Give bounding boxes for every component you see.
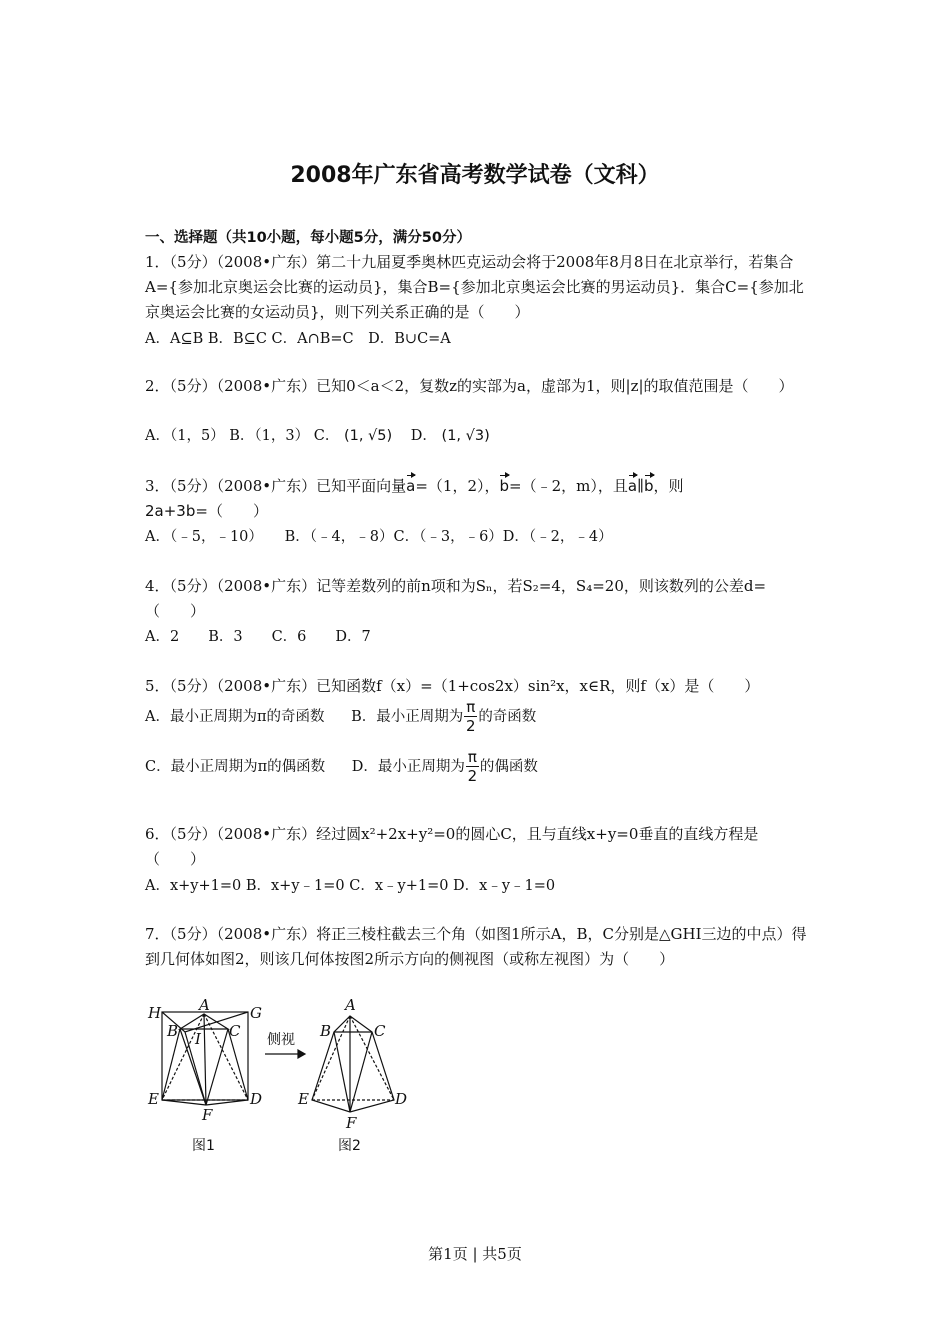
figure-2-label: D bbox=[395, 1090, 408, 1108]
figure-1-label: I bbox=[195, 1030, 201, 1048]
q5-option-d-post: 的偶函数 bbox=[479, 759, 538, 775]
question-3-options: A．（﹣5，﹣10） B．（﹣4，﹣8）C．（﹣3，﹣6）D．（﹣2，﹣4） bbox=[145, 529, 613, 545]
figure-2-label: F bbox=[346, 1114, 357, 1132]
figure-2-label: A bbox=[345, 996, 356, 1014]
question-1: 1．（5分）（2008•广东）第二十九届夏季奥林匹克运动会将于2008年8月8日在北京举行，若集合A={参加北京奥运会比赛的运动员}，集合B={参加北京奥运会比赛的男运动员}．集合C={参加北京奥运会比赛的女运动员}，则下列关系正确的是（ ） bbox=[145, 253, 804, 321]
figure-2-caption: 图2 bbox=[338, 1138, 361, 1154]
question-6: 6．（5分）（2008•广东）经过圆x²+2x+y²=0的圆心C，且与直线x+y=0垂直的直线方程是（ ） bbox=[145, 825, 759, 868]
q2-options-ab: A．（1，5） B．（1，3） C． bbox=[145, 428, 340, 444]
q3-text-2: =（1，2）， bbox=[415, 477, 500, 495]
question-2: 2．（5分）（2008•广东）已知0＜a＜2，复数z的实部为a，虚部为1，则|z|的取值范围是（ ） bbox=[145, 377, 794, 395]
question-3 bbox=[145, 474, 810, 524]
question-1-options: A．A⊆B B．B⊆C C．A∩B=C D．B∪C=A bbox=[145, 331, 451, 347]
figure-2-label: C bbox=[374, 1022, 386, 1040]
vector-b: b bbox=[499, 474, 509, 499]
figure-1-caption: 图1 bbox=[192, 1138, 215, 1154]
question-4-options: A．2 B．3 C．6 D．7 bbox=[145, 629, 371, 645]
question-7: 7．（5分）（2008•广东）将正三棱柱截去三个角（如图1所示A，B，C分别是△GHI三边的中点）得到几何体如图2，则该几何体按图2所示方向的侧视图（或称左视图）为（ ） bbox=[145, 925, 807, 968]
q3-text-4: ，则 bbox=[653, 477, 684, 495]
question-2-options bbox=[145, 424, 490, 445]
figure-1-label: E bbox=[148, 1090, 159, 1108]
fraction-pi-over-2: $\frac{\pi}{2}$ bbox=[467, 748, 478, 785]
parallel-symbol: ∥ bbox=[637, 477, 644, 495]
section-heading: 一、选择题（共10小题，每小题5分，满分50分） bbox=[145, 230, 471, 246]
geometry-figure bbox=[140, 992, 440, 1162]
q3-text-5: =（ ） bbox=[195, 502, 268, 520]
page-footer: 第1页 | 共5页 bbox=[428, 1245, 522, 1263]
figure-1-label: H bbox=[148, 1004, 162, 1022]
q3-text-3: =（﹣2，m），且 bbox=[509, 477, 628, 495]
vector-b-2: b bbox=[644, 474, 654, 499]
q5-option-b: B．最小正周期为 bbox=[351, 709, 464, 725]
q5-option-b-post: 的奇函数 bbox=[478, 709, 537, 725]
page-title: 2008年广东省高考数学试卷（文科） bbox=[290, 163, 660, 188]
q2-option-d-math: (1, √3) bbox=[441, 428, 490, 444]
question-5: 5．（5分）（2008•广东）已知函数f（x）=（1+cos2x）sin²x，x∈R，则f（x）是（ ） bbox=[145, 677, 760, 695]
vector-a-2: a bbox=[628, 474, 637, 499]
q5-option-a: A．最小正周期为π的奇函数 bbox=[145, 709, 325, 725]
figure-2-label: E bbox=[298, 1090, 309, 1108]
vector-expression: 2a+3b bbox=[145, 502, 196, 520]
question-4: 4．（5分）（2008•广东）记等差数列的前n项和为Sₙ，若S₂=4，S₄=20，则该数列的公差d=（ ） bbox=[145, 577, 767, 620]
q2-option-c-math: (1, √5) bbox=[343, 428, 393, 444]
figure-1-label: C bbox=[229, 1022, 241, 1040]
question-5-options-cd bbox=[145, 750, 538, 784]
figure-1-label: G bbox=[250, 1004, 262, 1022]
q5-option-c: C．最小正周期为π的偶函数 bbox=[145, 759, 326, 775]
arrow-label: 侧视 bbox=[267, 1032, 295, 1048]
question-5-options-ab bbox=[145, 700, 536, 734]
figure-1-label: F bbox=[202, 1106, 213, 1124]
q3-text-1: 3．（5分）（2008•广东）已知平面向量 bbox=[145, 477, 407, 495]
figure-1-label: D bbox=[250, 1090, 263, 1108]
figure-1-label: A bbox=[199, 996, 210, 1014]
q2-option-d-label: D． bbox=[410, 428, 437, 444]
figure-1-label: B bbox=[167, 1022, 179, 1040]
question-6-options: A．x+y+1=0 B．x+y﹣1=0 C．x﹣y+1=0 D．x﹣y﹣1=0 bbox=[145, 878, 556, 894]
fraction-pi-over-2: $\frac{\pi}{2}$ bbox=[466, 698, 476, 735]
figure-2-label: B bbox=[320, 1022, 332, 1040]
vector-a: a bbox=[406, 474, 415, 499]
q5-option-d: D．最小正周期为 bbox=[351, 759, 465, 775]
